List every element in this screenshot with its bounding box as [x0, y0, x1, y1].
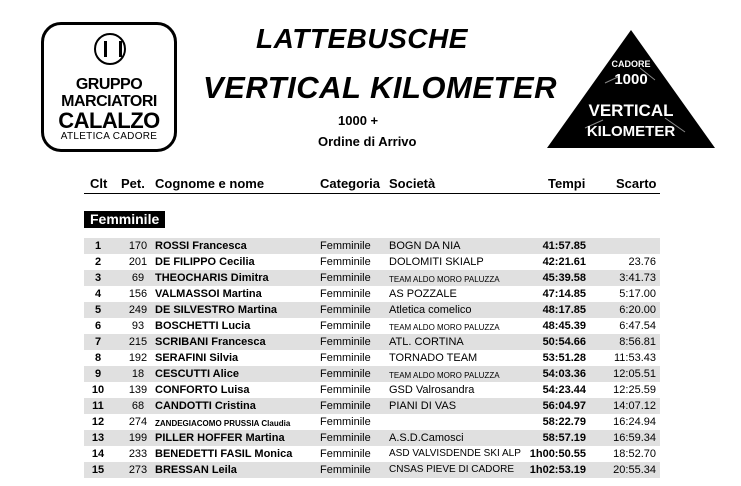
athlete-name: THEOCHARIS Dimitra	[155, 272, 269, 284]
category: Femminile	[320, 400, 371, 412]
gap: 20:55.34	[613, 464, 656, 476]
athlete-name: ROSSI Francesca	[155, 240, 247, 252]
category: Femminile	[320, 256, 371, 268]
table-row	[84, 238, 660, 254]
category: Femminile	[320, 320, 371, 332]
rank: 11	[92, 400, 104, 412]
time: 58:57.19	[542, 432, 586, 444]
category: Femminile	[320, 384, 371, 396]
bib-number: 199	[128, 432, 148, 444]
logo-left-line-2: MARCIATORI	[61, 93, 157, 110]
results-heading: Ordine di Arrivo	[318, 134, 417, 149]
category: Femminile	[320, 416, 371, 428]
bib-number: 156	[128, 288, 148, 300]
category: Femminile	[320, 272, 371, 284]
table-row	[84, 286, 660, 302]
athlete-name: VALMASSOI Martina	[155, 288, 262, 300]
time: 50:54.66	[542, 336, 586, 348]
rank: 7	[94, 336, 102, 348]
athlete-name: DE FILIPPO Cecilia	[155, 256, 255, 268]
club: TEAM ALDO MORO PALUZZA	[389, 323, 500, 332]
event-title-line-2: VERTICAL KILOMETER	[203, 70, 558, 105]
category: Femminile	[320, 464, 371, 476]
club: PIANI DI VAS	[389, 400, 457, 412]
bib-number: 274	[128, 416, 148, 428]
athlete-name: PILLER HOFFER Martina	[155, 432, 285, 444]
bib-number: 93	[131, 320, 145, 332]
logo-right-line-1: CADORE	[611, 59, 651, 69]
club: DOLOMITI SKIALP	[389, 256, 484, 268]
table-row	[84, 446, 660, 462]
category: Femminile	[320, 240, 371, 252]
table-row	[84, 302, 660, 318]
athlete-name: BOSCHETTI Lucia	[155, 320, 251, 332]
column-header-category: Categoria	[320, 176, 380, 191]
athlete-name: BENEDETTI FASIL Monica	[155, 448, 293, 460]
club: Atletica comelico	[389, 304, 472, 316]
logo-right-line-4: KILOMETER	[586, 123, 676, 140]
time: 1h02:53.19	[529, 464, 586, 476]
club: A.S.D.Camosci	[389, 432, 464, 444]
table-row	[84, 270, 660, 286]
category: Femminile	[320, 288, 371, 300]
club: TEAM ALDO MORO PALUZZA	[389, 275, 500, 284]
table-row	[84, 366, 660, 382]
bib-number: 68	[131, 400, 145, 412]
gap: 14:07.12	[613, 400, 656, 412]
time: 41:57.85	[542, 240, 586, 252]
marciatori-calalzo-logo	[41, 22, 177, 152]
bib-number: 139	[128, 384, 148, 396]
gap: 16:59.34	[613, 432, 656, 444]
gap: 6:20.00	[619, 304, 656, 316]
gap: 11:53.43	[613, 352, 656, 364]
club: ASD VALVISDENDE SKI ALP	[389, 448, 521, 459]
rank: 2	[94, 256, 102, 268]
rank: 13	[91, 432, 105, 444]
athlete-name: DE SILVESTRO Martina	[155, 304, 278, 316]
column-header-gap: Scarto	[616, 176, 657, 191]
logo-left-line-3: CALALZO	[58, 108, 160, 133]
header-divider	[84, 193, 660, 194]
table-row	[84, 382, 660, 398]
gap: 12:05.51	[613, 368, 656, 380]
logo-left-line-1: GRUPPO	[75, 76, 143, 93]
club: CNSAS PIEVE DI CADORE	[389, 464, 515, 475]
gap: 3:41.73	[619, 272, 656, 284]
rank: 15	[91, 464, 105, 476]
athlete-name: CONFORTO Luisa	[155, 384, 250, 396]
event-subtitle: 1000 +	[338, 113, 379, 128]
category: Femminile	[320, 368, 371, 380]
table-row	[84, 414, 660, 430]
gap: 12:25.59	[613, 384, 656, 396]
club-emblem-icon	[94, 33, 126, 65]
table-row	[84, 350, 660, 366]
club: GSD Valrosandra	[389, 384, 475, 396]
table-row	[84, 334, 660, 350]
rank: 8	[94, 352, 102, 364]
table-row	[84, 462, 660, 478]
rank: 10	[91, 384, 105, 396]
club: ATL. CORTINA	[389, 336, 464, 348]
athlete-name: BRESSAN Leila	[155, 464, 237, 476]
rank: 3	[94, 272, 102, 284]
category: Femminile	[320, 352, 371, 364]
column-header-clt: Clt	[90, 176, 108, 191]
bib-number: 201	[128, 256, 148, 268]
bib-number: 273	[128, 464, 148, 476]
bib-number: 249	[128, 304, 148, 316]
gap: 16:24.94	[613, 416, 656, 428]
athlete-name: SERAFINI Silvia	[155, 352, 239, 364]
bib-number: 18	[131, 368, 145, 380]
time: 56:04.97	[542, 400, 586, 412]
category: Femminile	[320, 336, 371, 348]
time: 48:17.85	[542, 304, 586, 316]
time: 58:22.79	[542, 416, 586, 428]
category: Femminile	[320, 304, 371, 316]
rank: 5	[94, 304, 102, 316]
vertical-kilometer-logo	[545, 28, 717, 150]
time: 54:23.44	[542, 384, 586, 396]
category: Femminile	[320, 432, 371, 444]
time: 53:51.28	[542, 352, 586, 364]
time: 45:39.58	[542, 272, 586, 284]
column-header-club: Società	[389, 176, 436, 191]
bib-number: 233	[128, 448, 148, 460]
gap: 8:56.81	[619, 336, 656, 348]
logo-right-line-2: 1000	[614, 71, 648, 88]
logo-right-line-3: VERTICAL	[588, 101, 674, 120]
rank: 14	[91, 448, 105, 460]
category: Femminile	[320, 448, 371, 460]
section-label-femminile: Femminile	[84, 211, 165, 228]
rank: 6	[94, 320, 102, 332]
column-header-pet: Pet.	[121, 176, 145, 191]
time: 54:03.36	[542, 368, 586, 380]
rank: 9	[94, 368, 102, 380]
rank: 1	[94, 240, 102, 252]
club: TEAM ALDO MORO PALUZZA	[389, 371, 500, 380]
column-header-name: Cognome e nome	[155, 176, 265, 191]
club: TORNADO TEAM	[389, 352, 478, 364]
column-header-time: Tempi	[548, 176, 586, 191]
gap: 6:47.54	[619, 320, 656, 332]
athlete-name: ZANDEGIACOMO PRUSSIA Claudia	[155, 419, 291, 428]
table-row	[84, 318, 660, 334]
time: 47:14.85	[542, 288, 586, 300]
gap: 18:52.70	[613, 448, 656, 460]
athlete-name: CANDOTTI Cristina	[155, 400, 256, 412]
table-row	[84, 398, 660, 414]
bib-number: 69	[131, 272, 145, 284]
table-row	[84, 430, 660, 446]
rank: 4	[94, 288, 102, 300]
time: 1h00:50.55	[529, 448, 586, 460]
gap: 23.76	[628, 256, 656, 268]
bib-number: 215	[128, 336, 148, 348]
event-title-line-1: LATTEBUSCHE	[256, 23, 468, 54]
club: BOGN DA NIA	[389, 240, 461, 252]
athlete-name: SCRIBANI Francesca	[155, 336, 266, 348]
logo-left-line-4: ATLETICA CADORE	[60, 131, 158, 142]
bib-number: 192	[128, 352, 148, 364]
club: AS POZZALE	[389, 288, 457, 300]
bib-number: 170	[128, 240, 148, 252]
gap: 5:17.00	[619, 288, 656, 300]
rank: 12	[91, 416, 105, 428]
table-row	[84, 254, 660, 270]
time: 48:45.39	[542, 320, 586, 332]
athlete-name: CESCUTTI Alice	[155, 368, 239, 380]
time: 42:21.61	[542, 256, 586, 268]
